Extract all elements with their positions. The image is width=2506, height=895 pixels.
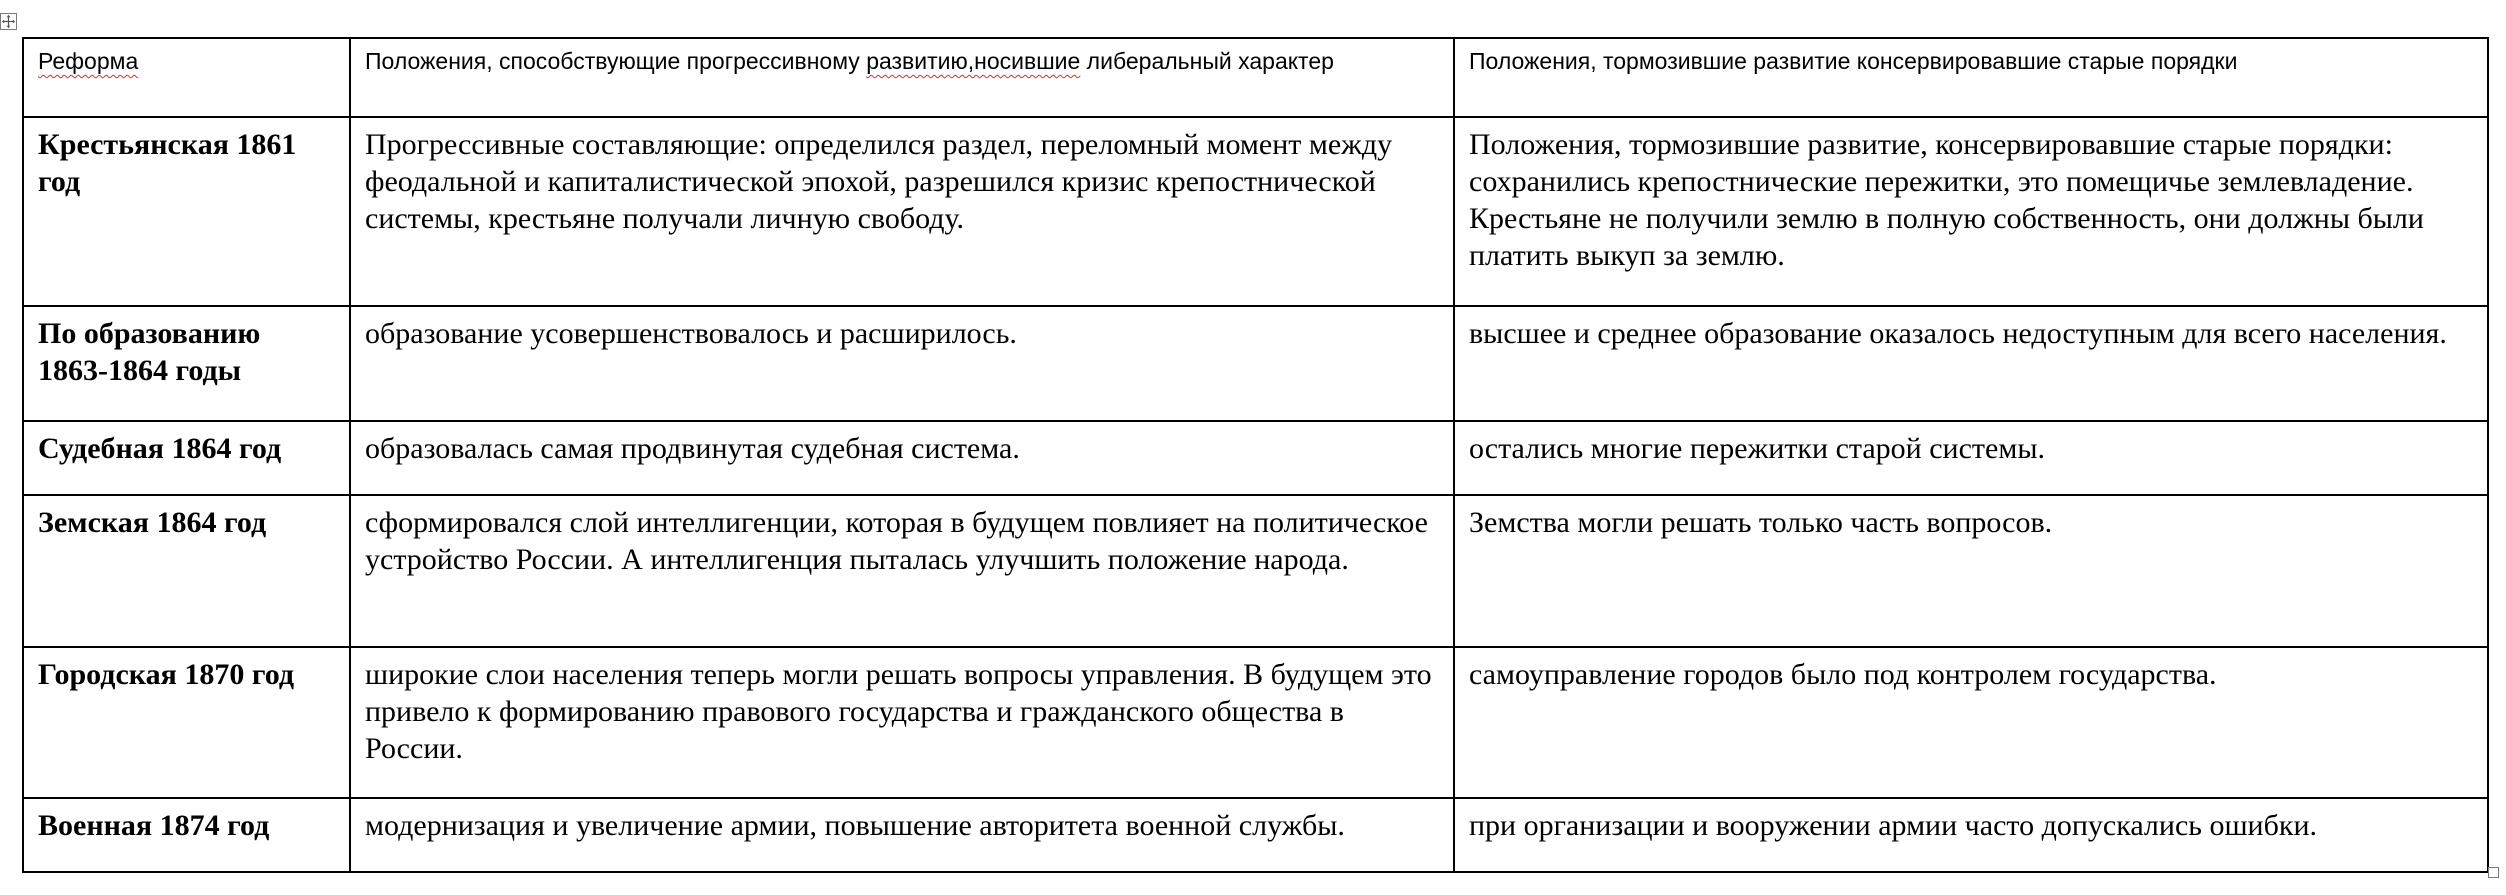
table-row (23, 495, 2488, 647)
conservative-cell[interactable]: высшее и среднее образование оказалось недоступным для всего населения. (1454, 306, 2488, 421)
progressive-cell[interactable]: широкие слои населения теперь могли решать вопросы управления. В будущем это привело к формированию правового государства и гражданского общества в России. (350, 647, 1454, 798)
header-progressive-prefix: Положения, способствующие прогрессивному (365, 48, 867, 74)
header-conservative[interactable] (1454, 38, 2488, 117)
reform-cell[interactable]: Судебная 1864 год (23, 421, 350, 495)
header-reform[interactable] (23, 38, 350, 117)
table-row (23, 647, 2488, 798)
table-row (23, 306, 2488, 421)
reform-cell[interactable]: Земская 1864 год (23, 495, 350, 647)
progressive-cell[interactable]: Прогрессивные составляющие: определился раздел, переломный момент между феодальной и капиталистической эпохой, разрешился кризис крепостнической системы, крестьяне получали личную свободу. (350, 117, 1454, 306)
table-resize-icon[interactable] (2488, 867, 2499, 878)
progressive-cell[interactable]: модернизация и увеличение армии, повышение авторитета военной службы. (350, 798, 1454, 872)
table-row (23, 117, 2488, 306)
conservative-cell[interactable]: Положения, тормозившие развитие, консервировавшие старые порядки: сохранились крепостнические пережитки, это помещичье землевладение. Крестьяне не получили землю в полную собственность, они должны были платить выкуп за землю. (1454, 117, 2488, 306)
conservative-cell[interactable]: остались многие пережитки старой системы. (1454, 421, 2488, 495)
header-progressive-flagged: развитию,носившие (866, 48, 1081, 74)
table-row (23, 421, 2488, 495)
progressive-cell[interactable]: образование усовершенствовалось и расширилось. (350, 306, 1454, 421)
reforms-table (22, 37, 2489, 873)
header-progressive[interactable] (350, 38, 1454, 117)
conservative-cell[interactable]: самоуправление городов было под контролем государства. (1454, 647, 2488, 798)
conservative-cell[interactable]: при организации и вооружении армии часто допускались ошибки. (1454, 798, 2488, 872)
header-conservative-text: Положения, тормозившие развитие консервировавшие старые порядки (1469, 48, 2238, 74)
reform-cell[interactable]: Военная 1874 год (23, 798, 350, 872)
reform-cell[interactable]: По образованию 1863-1864 годы (23, 306, 350, 421)
table-move-icon[interactable] (0, 13, 17, 30)
progressive-cell[interactable]: образовалась самая продвинутая судебная система. (350, 421, 1454, 495)
header-reform-text: Реформа (38, 48, 139, 74)
reform-cell[interactable]: Городская 1870 год (23, 647, 350, 798)
conservative-cell[interactable]: Земства могли решать только часть вопросов. (1454, 495, 2488, 647)
reform-cell[interactable]: Крестьянская 1861 год (23, 117, 350, 306)
table-row (23, 798, 2488, 872)
progressive-cell[interactable]: сформировался слой интеллигенции, которая в будущем повлияет на политическое устройство России. А интеллигенция пыталась улучшить положение народа. (350, 495, 1454, 647)
table-header-row (23, 38, 2488, 117)
header-progressive-suffix: либеральный характер (1080, 48, 1334, 74)
